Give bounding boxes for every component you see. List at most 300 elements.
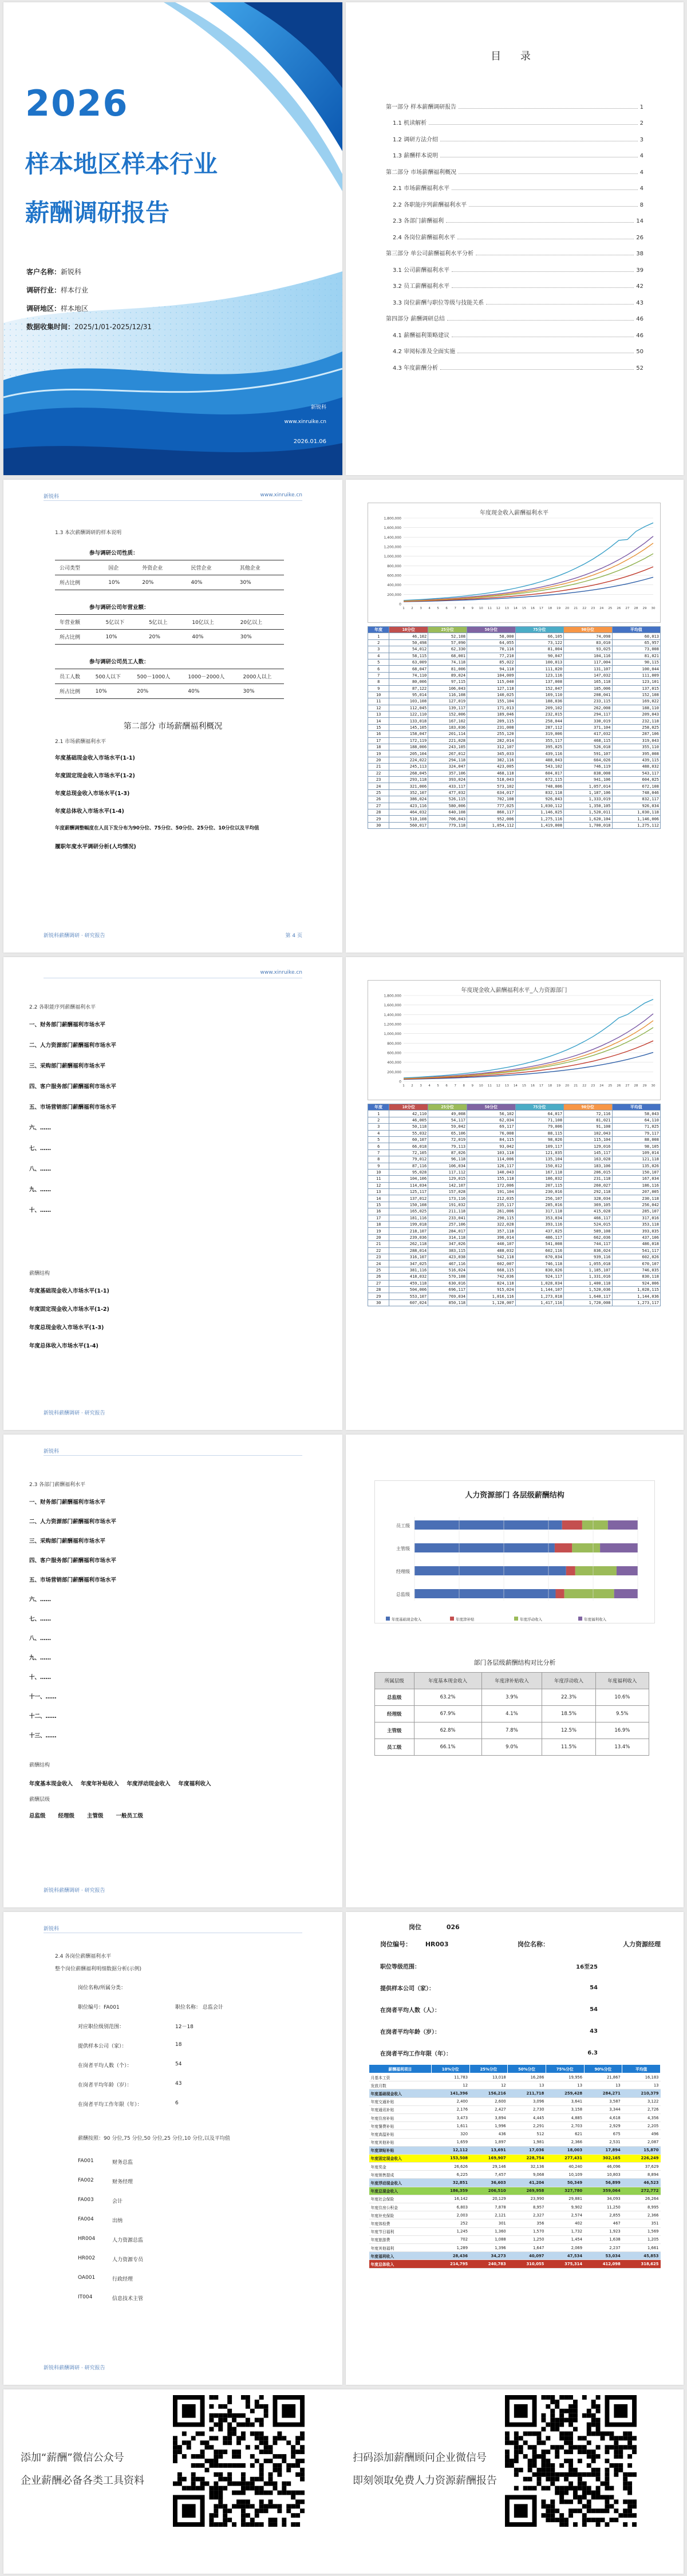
toc-item[interactable]	[386, 257, 643, 274]
table-cell: 23,990	[508, 2195, 546, 2203]
qr-module	[537, 2440, 542, 2445]
table-cell: 17	[368, 1215, 389, 1221]
legend-swatch	[386, 1617, 390, 1621]
wecom-qr-code[interactable]	[505, 2395, 637, 2527]
qr-module	[505, 2440, 510, 2445]
cell: 40%	[187, 630, 235, 645]
table-row	[368, 1222, 661, 1228]
table-cell: 14	[368, 718, 389, 724]
toc-item[interactable]	[386, 274, 643, 290]
department-list	[29, 1498, 116, 1751]
table-cell: 115,104	[564, 1136, 612, 1143]
x-tick-label: 5	[437, 607, 439, 610]
qr-module	[214, 2472, 218, 2477]
table-cell: 20	[368, 1234, 389, 1240]
qr-module	[578, 2472, 582, 2477]
qr-module	[214, 2508, 218, 2513]
header-row	[375, 1673, 649, 1689]
qr-module	[537, 2431, 542, 2436]
qr-module	[541, 2504, 546, 2508]
qr-module	[591, 2491, 596, 2495]
qr-module	[550, 2409, 555, 2413]
table-cell: 468,115	[564, 737, 612, 744]
toc-title: 目 录	[491, 50, 539, 62]
table-cell: 824,118	[467, 1280, 515, 1286]
toc-item[interactable]	[386, 143, 643, 160]
qr-module	[236, 2463, 241, 2468]
toc-item[interactable]	[386, 306, 643, 323]
qr-module	[550, 2463, 555, 2468]
table-cell: 30	[368, 822, 389, 828]
toc-item[interactable]	[386, 110, 643, 127]
function-item[interactable]: 九、……	[29, 1187, 52, 1193]
table-row	[368, 789, 661, 796]
qr-module	[564, 2440, 568, 2445]
table-cell: 4	[368, 653, 389, 659]
department-item[interactable]: 十二、……	[29, 1713, 57, 1720]
qr-module	[232, 2413, 236, 2418]
qr-module	[541, 2463, 546, 2468]
x-tick-label: 6	[445, 1084, 448, 1088]
position-code-row[interactable]	[78, 2178, 143, 2197]
table-cell: 22.3%	[542, 1689, 595, 1706]
qr-module	[191, 2477, 196, 2482]
bar-segment	[582, 1520, 608, 1530]
department-item[interactable]: 六、……	[29, 1597, 52, 1603]
staff-size-table	[55, 669, 284, 699]
qr-module	[587, 2413, 591, 2418]
table-cell: 2,726	[622, 2105, 661, 2113]
table-cell: 81,006	[428, 666, 467, 672]
cell: 外资企业	[137, 560, 186, 575]
qr-module	[200, 2440, 205, 2445]
toc-item[interactable]	[386, 208, 643, 225]
function-item[interactable]: 七、……	[29, 1145, 52, 1152]
qr-module	[214, 2413, 218, 2418]
table-row	[368, 744, 661, 750]
function-item[interactable]: 十、……	[29, 1207, 52, 1214]
table-cell: 433,117	[428, 783, 467, 789]
table-cell: 9	[368, 1163, 389, 1169]
qr-module	[218, 2418, 223, 2423]
qr-module	[582, 2504, 587, 2508]
table-cell: 156,216	[469, 2089, 508, 2097]
qr-module	[246, 2445, 250, 2449]
qr-module	[596, 2495, 601, 2499]
qr-module	[269, 2477, 273, 2482]
qr-module	[541, 2413, 546, 2418]
table-cell: 12	[431, 2081, 469, 2089]
block-label: 参与调研公司员工人数：	[89, 659, 149, 665]
qr-module	[232, 2482, 236, 2486]
table-row	[368, 1149, 661, 1156]
table-cell: 2,427	[469, 2105, 508, 2113]
qr-module	[596, 2418, 601, 2423]
table-cell: 347,025	[389, 1261, 428, 1267]
qr-module	[596, 2508, 601, 2513]
table-cell: 672,115	[515, 776, 563, 783]
qr-module	[241, 2463, 246, 2468]
stacked-bar-chart	[374, 1503, 655, 1629]
qr-module	[191, 2482, 196, 2486]
table-cell: 670,107	[612, 1261, 661, 1267]
y-tick-label: 1,800,000	[384, 516, 401, 521]
table-cell: 13,691	[469, 2146, 508, 2154]
qr-module	[564, 2431, 568, 2436]
qr-module	[559, 2431, 564, 2436]
y-tick-label: 1,200,000	[384, 1022, 401, 1027]
toc-item[interactable]	[386, 290, 643, 306]
table-cell: 939,116	[564, 1254, 612, 1260]
qr-module	[546, 2423, 550, 2427]
page-header-brand: 新锐科	[44, 494, 60, 500]
qr-module	[223, 2504, 227, 2508]
qr-module	[578, 2486, 582, 2491]
table-cell: 1,028,115	[612, 1286, 661, 1293]
table-cell: 13	[622, 2081, 661, 2089]
table-cell: 19	[368, 1228, 389, 1234]
department-item[interactable]: 七、……	[29, 1616, 52, 1622]
column-header: 年度基本现金收入	[414, 1673, 481, 1689]
qr-module	[564, 2459, 568, 2463]
table-cell: 524,015	[564, 1222, 612, 1228]
index-item: 年度总现金收入市场水平(1-3)	[55, 791, 130, 797]
x-tick-label: 13	[504, 1084, 509, 1088]
qr-module	[568, 2395, 573, 2400]
table-row	[369, 2203, 661, 2211]
table-cell: 10,803	[584, 2171, 622, 2179]
function-item[interactable]: 一、财务部门薪酬福利市场水平	[29, 1022, 106, 1028]
table-row	[369, 2130, 661, 2138]
cell: 公司类型	[55, 560, 104, 575]
qr-module	[591, 2518, 596, 2522]
x-tick-label: 18	[548, 607, 552, 610]
table-cell: 2,087	[622, 2138, 661, 2146]
cell: 20%	[137, 575, 186, 590]
table-cell: 941,106	[564, 776, 612, 783]
table-row	[368, 692, 661, 698]
table-cell: 14	[368, 1195, 389, 1202]
qr-module	[587, 2409, 591, 2413]
table-cell: 4,356	[622, 2113, 661, 2121]
table-cell: 155,104	[467, 698, 515, 705]
position-code-row[interactable]	[78, 2197, 143, 2217]
bar-segment	[617, 1566, 638, 1575]
qr-module	[618, 2436, 623, 2440]
qr-module	[541, 2440, 546, 2445]
table-cell: 29	[368, 1293, 389, 1299]
function-item[interactable]: 三、采购部门薪酬福利市场水平	[29, 1063, 106, 1069]
qr-module	[246, 2482, 250, 2486]
department-item[interactable]: 四、客户服务部门薪酬福利市场水平	[29, 1558, 117, 1564]
department-page	[3, 1435, 342, 1907]
table-cell: 18	[368, 744, 389, 750]
table-cell: 488,032	[612, 764, 661, 770]
table-cell: 年度浮动现金收入	[369, 2179, 432, 2187]
position-code-row[interactable]	[78, 2275, 143, 2294]
position-code-row[interactable]	[78, 2158, 143, 2178]
qr-module	[559, 2499, 564, 2504]
qr-module	[528, 2431, 532, 2436]
department-item[interactable]: 十、……	[29, 1674, 52, 1681]
table-cell: 212,035	[467, 1195, 515, 1202]
qr-module	[627, 2440, 632, 2445]
qr-module	[568, 2499, 573, 2504]
table-cell: 604,025	[612, 776, 661, 783]
table-cell: 123,116	[515, 672, 563, 678]
qr-module	[623, 2508, 627, 2513]
qr-module	[227, 2518, 232, 2522]
header-row	[369, 2065, 661, 2073]
department-item[interactable]: 八、……	[29, 1635, 52, 1642]
qr-module	[532, 2459, 537, 2463]
table-row	[368, 737, 661, 744]
table-cell: 年度节日福利	[369, 2227, 432, 2235]
department-item[interactable]: 十三、……	[29, 1733, 57, 1739]
table-cell: 1,331,016	[564, 1274, 612, 1280]
legend-label: 年度浮动收入	[520, 1617, 542, 1622]
qr-module	[264, 2413, 269, 2418]
table-cell: 2,291	[508, 2122, 546, 2130]
qr-module	[559, 2436, 564, 2440]
qr-module	[555, 2454, 559, 2459]
qr-module	[587, 2499, 591, 2504]
x-tick-label: 16	[531, 607, 535, 610]
function-item[interactable]: 八、……	[29, 1166, 52, 1172]
qr-module	[632, 2499, 637, 2504]
wechat-qr-code[interactable]	[173, 2395, 305, 2527]
column-header: 10分位	[389, 1104, 428, 1111]
table-cell: 436	[469, 2130, 508, 2138]
table-cell: 11,250	[584, 2203, 622, 2211]
toc-item[interactable]	[386, 94, 643, 110]
department-item[interactable]: 九、……	[29, 1655, 52, 1661]
qr-module	[568, 2468, 573, 2472]
toc-item[interactable]	[386, 224, 643, 241]
position-code-row[interactable]	[78, 2217, 143, 2236]
revenue-table	[55, 614, 284, 645]
x-tick-label: 25	[608, 607, 613, 610]
qr-module	[550, 2445, 555, 2449]
table-cell: 147,032	[564, 672, 612, 678]
toc-item[interactable]	[386, 127, 643, 143]
department-item[interactable]: 一、财务部门薪酬福利市场水平	[29, 1499, 106, 1506]
cell: 2000人以上	[239, 669, 284, 684]
qr-module	[250, 2486, 255, 2491]
table-cell: 301	[469, 2219, 508, 2227]
qr-module	[269, 2482, 273, 2486]
table-cell: 29,146	[469, 2163, 508, 2171]
qr-module	[627, 2499, 632, 2504]
cell: 20%	[132, 684, 183, 699]
table-row	[368, 1293, 661, 1299]
table-cell: 46,096	[584, 2163, 622, 2171]
legend-label: 年度福利收入	[584, 1617, 606, 1622]
qr-module	[510, 2463, 514, 2468]
qr-module	[173, 2459, 177, 2463]
qr-module	[550, 2413, 555, 2418]
x-tick-label: 11	[487, 1084, 492, 1088]
table-row	[368, 1261, 661, 1267]
position-code-row[interactable]	[78, 2255, 143, 2275]
position-sheet-page	[346, 1912, 684, 2385]
table-cell: 22	[368, 770, 389, 776]
table-cell: 211,118	[428, 1208, 467, 1215]
toc-item[interactable]	[386, 176, 643, 192]
table-row	[369, 2113, 661, 2121]
department-item[interactable]: 十一、……	[29, 1694, 57, 1700]
qr-module	[209, 2418, 214, 2423]
table-row	[369, 2243, 661, 2251]
position-code-row[interactable]	[78, 2236, 143, 2255]
qr-module	[246, 2513, 250, 2518]
toc-item-page: 52	[636, 365, 643, 372]
table-cell: 117,004	[564, 659, 612, 665]
function-item[interactable]: 六、……	[29, 1125, 52, 1131]
qr-module	[528, 2463, 532, 2468]
info-label: 提供样本公司（家）：	[78, 2044, 127, 2049]
qr-module	[236, 2449, 241, 2454]
qr-module	[205, 2445, 210, 2449]
qr-module	[191, 2486, 196, 2491]
table-cell: 15	[368, 1202, 389, 1208]
qr-module	[282, 2436, 286, 2440]
toc-item[interactable]	[386, 241, 643, 258]
qr-module	[259, 2486, 264, 2491]
table-cell: 1,897	[469, 2138, 508, 2146]
toc-item-page: 1	[639, 104, 643, 110]
table-cell: 256,042	[612, 1202, 661, 1208]
toc-leader	[429, 124, 638, 125]
table-row	[368, 816, 661, 822]
legend-label: 年度基础现金收入	[392, 1617, 421, 1622]
toc-list	[386, 94, 643, 372]
qr-module	[514, 2454, 519, 2459]
table-cell: 98,026	[515, 1136, 563, 1143]
qr-module	[537, 2477, 542, 2482]
qr-module	[546, 2459, 550, 2463]
qr-module	[259, 2449, 264, 2454]
department-item[interactable]: 三、采购部门薪酬福利市场水平	[29, 1538, 106, 1544]
page-footer-brand: 新锐科薪酬调研 · 研究报告	[44, 933, 105, 939]
table-cell: 165,118	[564, 679, 612, 685]
qr-module	[218, 2413, 223, 2418]
qr-module	[627, 2491, 632, 2495]
toc-item[interactable]	[386, 355, 643, 372]
table-row	[369, 2252, 661, 2260]
qr-module	[541, 2395, 546, 2400]
y-tick-label: 600,000	[387, 574, 401, 578]
qr-module	[209, 2445, 214, 2449]
legend-swatch	[578, 1617, 582, 1621]
table-cell: 396,014	[467, 1234, 515, 1240]
toc-item[interactable]	[386, 159, 643, 176]
qr-module	[187, 2486, 191, 2491]
block-title: 薪酬结构	[29, 1271, 50, 1277]
toc-item-page: 50	[636, 349, 643, 355]
qr-module	[214, 2491, 218, 2495]
function-item[interactable]: 四、客户服务部门薪酬福利市场水平	[29, 1084, 117, 1090]
qr-module	[209, 2495, 214, 2499]
stat-row	[380, 1977, 598, 1998]
y-tick-label: 1,200,000	[384, 545, 401, 550]
table-cell: 16,142	[431, 2195, 469, 2203]
table-cell: 7,457	[469, 2171, 508, 2179]
table-cell: 23	[368, 776, 389, 783]
function-item[interactable]: 五、市场营销部门薪酬福利市场水平	[29, 1104, 117, 1111]
qr-module	[196, 2477, 200, 2482]
toc-item[interactable]	[386, 192, 643, 208]
table-cell: 年度福利收入	[369, 2252, 432, 2260]
qr-module	[269, 2449, 273, 2454]
qr-module	[236, 2454, 241, 2459]
toc-item[interactable]	[386, 339, 643, 355]
qr-module	[205, 2459, 210, 2463]
qr-module	[578, 2477, 582, 2482]
table-cell: 2,205	[622, 2122, 661, 2130]
qr-module	[218, 2486, 223, 2491]
table-cell: 45,853	[622, 2252, 661, 2260]
y-tick-label: 1,400,000	[384, 535, 401, 540]
part-title: 第二部分 市场薪酬福利概况	[123, 722, 223, 731]
qr-module	[514, 2486, 519, 2491]
qr-module	[218, 2404, 223, 2409]
toc-item-label: 2.4 各岗位薪酬福利水平	[393, 234, 456, 241]
function-item[interactable]: 二、人力资源部门薪酬福利市场水平	[29, 1042, 117, 1049]
qr-module	[300, 2472, 305, 2477]
qr-module	[214, 2436, 218, 2440]
qr-module	[614, 2468, 618, 2472]
table-cell: 29,881	[546, 2195, 584, 2203]
table-row	[368, 1163, 661, 1169]
index-item: 履职年度水平调研分析(人均情况)	[55, 844, 136, 850]
qr-module	[523, 2477, 528, 2482]
stat-label: 在岗者平均工作年限（年）：	[380, 2050, 452, 2057]
qr-module	[614, 2440, 618, 2445]
column-header: 90分位	[564, 627, 612, 633]
x-tick-label: 19	[556, 1084, 561, 1088]
position-code-row[interactable]	[78, 2294, 143, 2314]
qr-module	[550, 2508, 555, 2513]
x-tick-label: 1	[402, 607, 405, 610]
department-item[interactable]: 五、市场营销部门薪酬福利市场水平	[29, 1577, 117, 1583]
department-item[interactable]: 二、人力资源部门薪酬福利市场水平	[29, 1519, 117, 1525]
qr-module	[596, 2454, 601, 2459]
table-cell: 2,176	[431, 2105, 469, 2113]
qr-module	[555, 2518, 559, 2522]
table-cell: 543,117	[612, 770, 661, 776]
qr-module	[618, 2454, 623, 2459]
table-cell: 412,098	[584, 2260, 622, 2268]
qr-module	[291, 2463, 295, 2468]
toc-item[interactable]	[386, 322, 643, 339]
qr-module	[546, 2449, 550, 2454]
qr-module	[546, 2486, 550, 2491]
table-cell: 100,013	[515, 659, 563, 665]
table-cell: 560,017	[389, 822, 428, 828]
qr-module	[528, 2445, 532, 2449]
table-cell: 106,043	[428, 685, 467, 692]
qr-module	[605, 2482, 609, 2486]
qr-module	[273, 2518, 277, 2522]
qr-module	[209, 2413, 214, 2418]
table-cell: 2,366	[546, 2138, 584, 2146]
qr-module	[596, 2409, 601, 2413]
qr-module	[182, 2486, 187, 2491]
table-cell: 2,600	[469, 2097, 508, 2105]
qr-module	[209, 2486, 214, 2491]
toc-item-page: 39	[636, 267, 643, 274]
